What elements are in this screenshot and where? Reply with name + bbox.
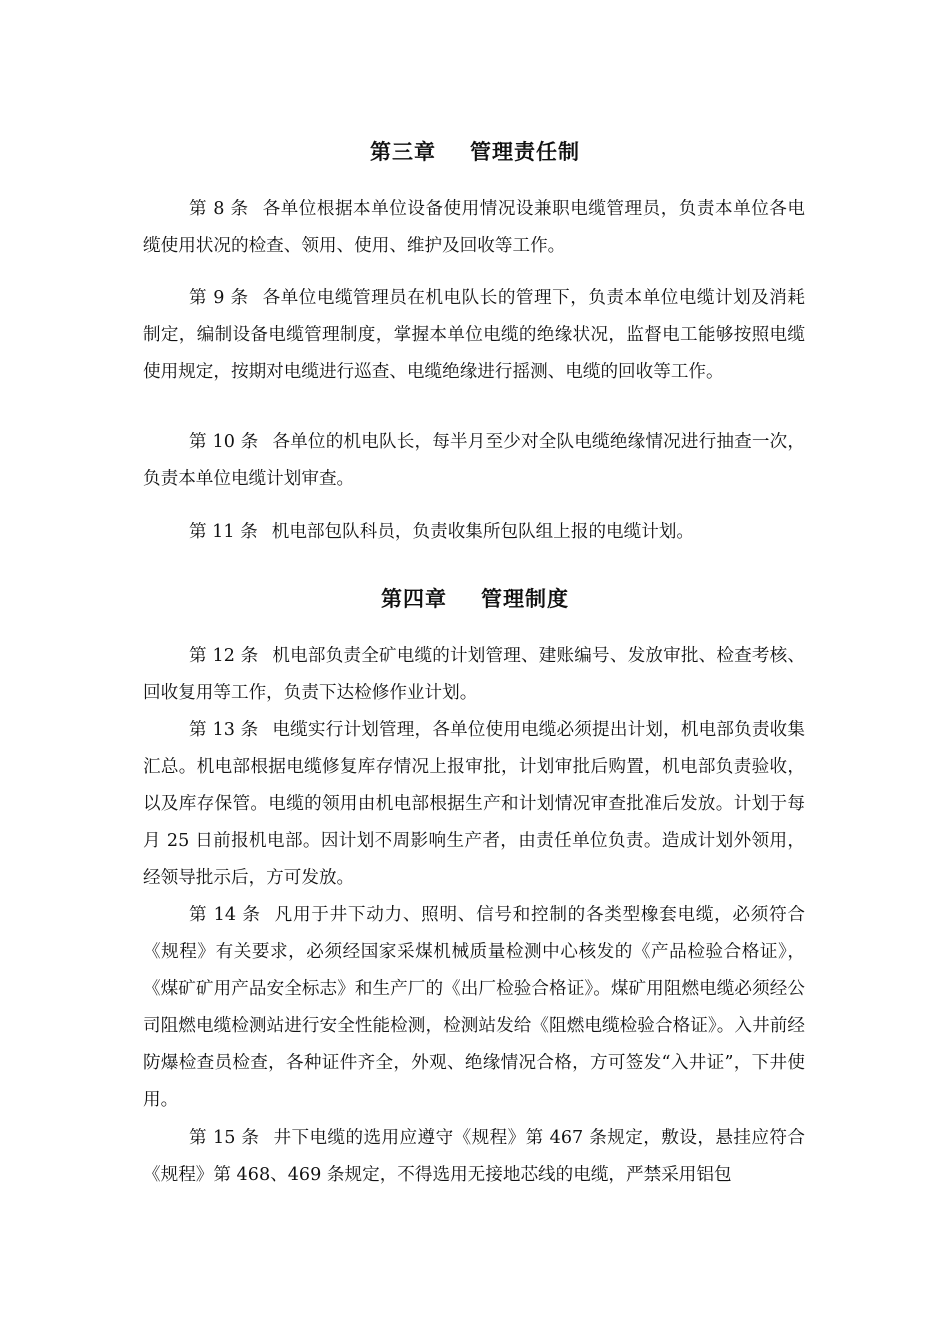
article-13 [143, 712, 805, 897]
article-text: 凡用于井下动力、照明、信号和控制的各类型橡套电缆，必须符合《规程》有关要求，必须经国家采煤机械质量检测中心核发的《产品检验合格证》，《煤矿矿用产品安全标志》和生产厂的《出厂检验合格证》。煤矿用阻燃电缆必须经公司阻燃电缆检测站进行安全性能检测，检测站发给《阻燃电缆检验合格证》。入井前经防爆检查员检查，各种证件齐全，外观、绝缘情况合格，方可签发“入井证”，下井使用。 [143, 905, 805, 1110]
article-text: 各单位的机电队长，每半月至少对全队电缆绝缘情况进行抽查一次，负责本单位电缆计划审查。 [143, 432, 805, 489]
chapter-heading-4 [0, 584, 950, 614]
article-10 [143, 424, 805, 498]
article-number: 第 11 条 [189, 522, 258, 542]
article-text: 机电部负责全矿电缆的计划管理、建账编号、发放审批、检查考核、回收复用等工作，负责下达检修作业计划。 [143, 646, 805, 703]
article-text: 各单位根据本单位设备使用情况设兼职电缆管理员，负责本单位各电缆使用状况的检查、领用、使用、维护及回收等工作。 [143, 199, 805, 256]
article-number: 第 15 条 [189, 1128, 260, 1148]
article-text: 各单位电缆管理员在机电队长的管理下，负责本单位电缆计划及消耗制定，编制设备电缆管理制度，掌握本单位电缆的绝缘状况，监督电工能够按照电缆使用规定，按期对电缆进行巡查、电缆绝缘进行摇测、电缆的回收等工作。 [143, 288, 805, 382]
article-8 [143, 191, 805, 265]
chapter-title: 管理制度 [481, 587, 569, 611]
article-12 [143, 638, 805, 712]
article-text: 电缆实行计划管理，各单位使用电缆必须提出计划，机电部负责收集汇总。机电部根据电缆修复库存情况上报审批，计划审批后购置，机电部负责验收，以及库存保管。电缆的领用由机电部根据生产和计划情况审查批准后发放。计划于每月 25 日前报机电部。因计划不周影响生产者，由责任单位负责。造成计划外领用，经领导批示后，方可发放。 [143, 720, 805, 888]
chapter-label: 第四章 [381, 587, 447, 611]
article-number: 第 14 条 [189, 905, 261, 925]
article-number: 第 8 条 [189, 199, 249, 219]
article-14 [143, 897, 805, 1119]
article-15 [143, 1120, 805, 1194]
article-number: 第 12 条 [189, 646, 259, 666]
chapter-title: 管理责任制 [470, 140, 580, 164]
article-number: 第 10 条 [189, 432, 259, 452]
chapter-label: 第三章 [370, 140, 436, 164]
chapter-heading-3 [0, 137, 950, 167]
article-number: 第 9 条 [189, 288, 249, 308]
article-text: 井下电缆的选用应遵守《规程》第 467 条规定，敷设，悬挂应符合《规程》第 468、469 条规定，不得选用无接地芯线的电缆，严禁采用铝包 [143, 1128, 805, 1185]
article-text: 机电部包队科员，负责收集所包队组上报的电缆计划。 [271, 522, 695, 542]
article-number: 第 13 条 [189, 720, 259, 740]
article-9 [143, 280, 805, 391]
article-11 [143, 514, 805, 551]
